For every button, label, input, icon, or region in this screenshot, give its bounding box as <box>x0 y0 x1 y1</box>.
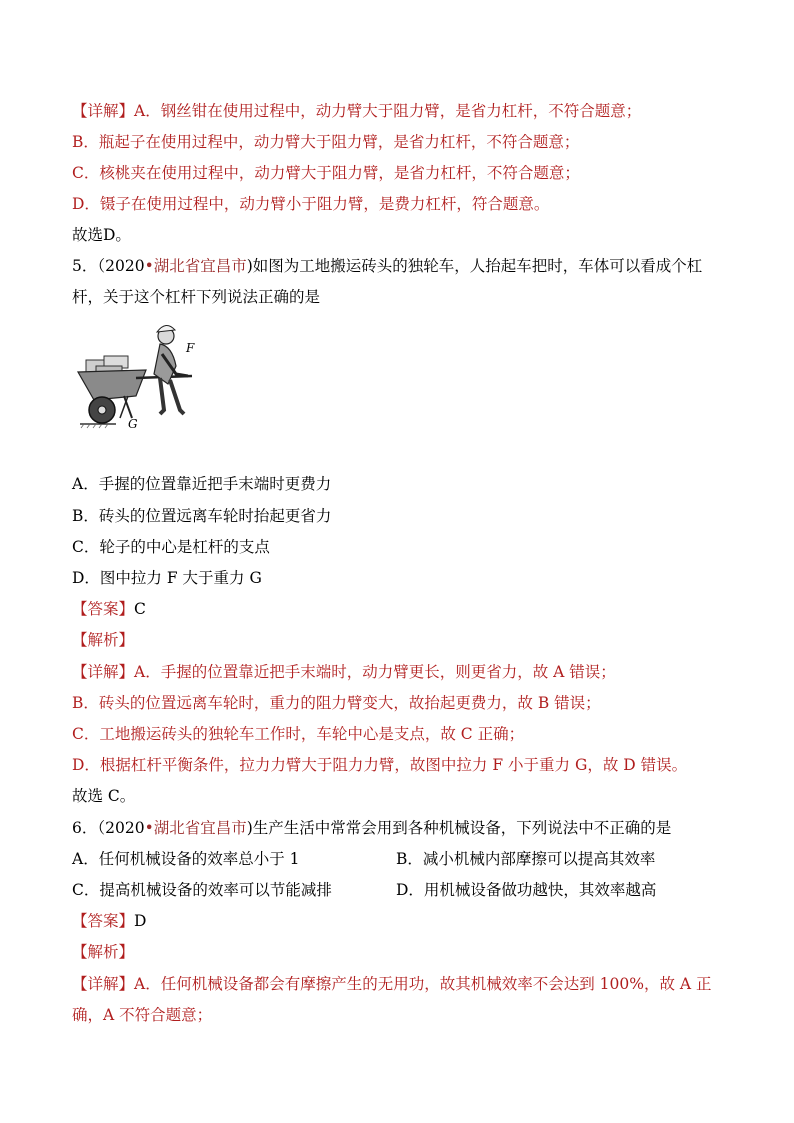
q5-detail-tag: 【详解】 <box>72 663 135 681</box>
q5-conclusion: 故选 C。 <box>72 787 136 805</box>
conclusion-line: 故选D。 <box>72 226 131 244</box>
detail-tag: 【详解】 <box>72 102 135 120</box>
q5-detail-d: D．根据杠杆平衡条件，拉力力臂大于阻力力臂，故图中拉力 F 小于重力 G，故 D 错误。 <box>72 756 688 774</box>
gravity-label-g: G <box>128 417 138 431</box>
q5-option-a: A．手握的位置靠近把手末端时更费力 <box>72 475 332 493</box>
q5-detail-a: A．手握的位置靠近把手末端时，动力臂更长，则更省力，故 A 错误； <box>134 663 616 681</box>
q5-number: 5．（2020 <box>72 257 145 275</box>
detail-line-b: B．瓶起子在使用过程中，动力臂大于阻力臂，是省力杠杆，不符合题意； <box>72 133 580 151</box>
q6-option-a: A．任何机械设备的效率总小于 1 <box>72 850 300 868</box>
q5-detail-c: C．工地搬运砖头的独轮车工作时，车轮中心是支点，故 C 正确； <box>72 725 525 743</box>
q6-detail-line-a <box>72 973 712 995</box>
q5-dot: • <box>144 257 154 275</box>
q6-stem-line <box>72 817 671 839</box>
q6-answer: D <box>134 912 147 930</box>
q6-detail-tag: 【详解】 <box>72 975 135 993</box>
detail-line-d: D．镊子在使用过程中，动力臂小于阻力臂，是费力杠杆，符合题意。 <box>72 195 550 213</box>
q5-source: 湖北省宜昌市 <box>153 257 247 275</box>
q5-detail-line-a <box>72 661 616 683</box>
q6-detail-a1: A．任何机械设备都会有摩擦产生的无用功，故其机械效率不会达到 100%，故 A 正 <box>134 975 712 993</box>
q6-answer-line <box>72 910 146 932</box>
q6-answer-tag: 【答案】 <box>72 912 135 930</box>
q5-stem-line-1 <box>72 255 702 277</box>
q6-source: 湖北省宜昌市 <box>153 819 247 837</box>
q6-stem-text: )生产生活中常常会用到各种机械设备，下列说法中不正确的是 <box>246 819 672 837</box>
detail-a-text: A．钢丝钳在使用过程中，动力臂大于阻力臂，是省力杠杆，不符合题意； <box>134 102 642 120</box>
q5-answer-line <box>72 598 146 620</box>
q5-analysis-tag: 【解析】 <box>72 631 135 649</box>
q5-option-c: C．轮子的中心是杠杆的支点 <box>72 538 270 556</box>
q5-option-b: B．砖头的位置远离车轮时抬起更省力 <box>72 507 332 525</box>
q5-answer: C <box>134 600 146 618</box>
q6-number: 6．（2020 <box>72 819 145 837</box>
q6-dot: • <box>144 819 154 837</box>
wheelbarrow-figure <box>76 314 206 434</box>
q5-detail-b: B．砖头的位置远离车轮时，重力的阻力臂变大，故抬起更费力，故 B 错误； <box>72 694 601 712</box>
q6-option-b: B．减小机械内部摩擦可以提高其效率 <box>396 850 656 868</box>
detail-line-a <box>72 100 641 122</box>
q6-analysis-tag: 【解析】 <box>72 943 135 961</box>
detail-line-c: C．核桃夹在使用过程中，动力臂大于阻力臂，是省力杠杆，不符合题意； <box>72 164 580 182</box>
q6-detail-a2: 确，A 不符合题意； <box>72 1006 213 1024</box>
q6-option-d: D．用机械设备做功越快，其效率越高 <box>396 881 657 899</box>
q5-answer-tag: 【答案】 <box>72 600 135 618</box>
q5-stem-text-1: )如图为工地搬运砖头的独轮车，人抬起车把时，车体可以看成个杠 <box>246 257 703 275</box>
q5-stem-line-2: 杆，关于这个杠杆下列说法正确的是 <box>72 288 321 306</box>
q6-option-c: C．提高机械设备的效率可以节能减排 <box>72 881 332 899</box>
q5-option-d: D．图中拉力 F 大于重力 G <box>72 569 262 587</box>
wheelbarrow-illustration <box>76 314 206 434</box>
force-label-f: F <box>186 341 195 355</box>
